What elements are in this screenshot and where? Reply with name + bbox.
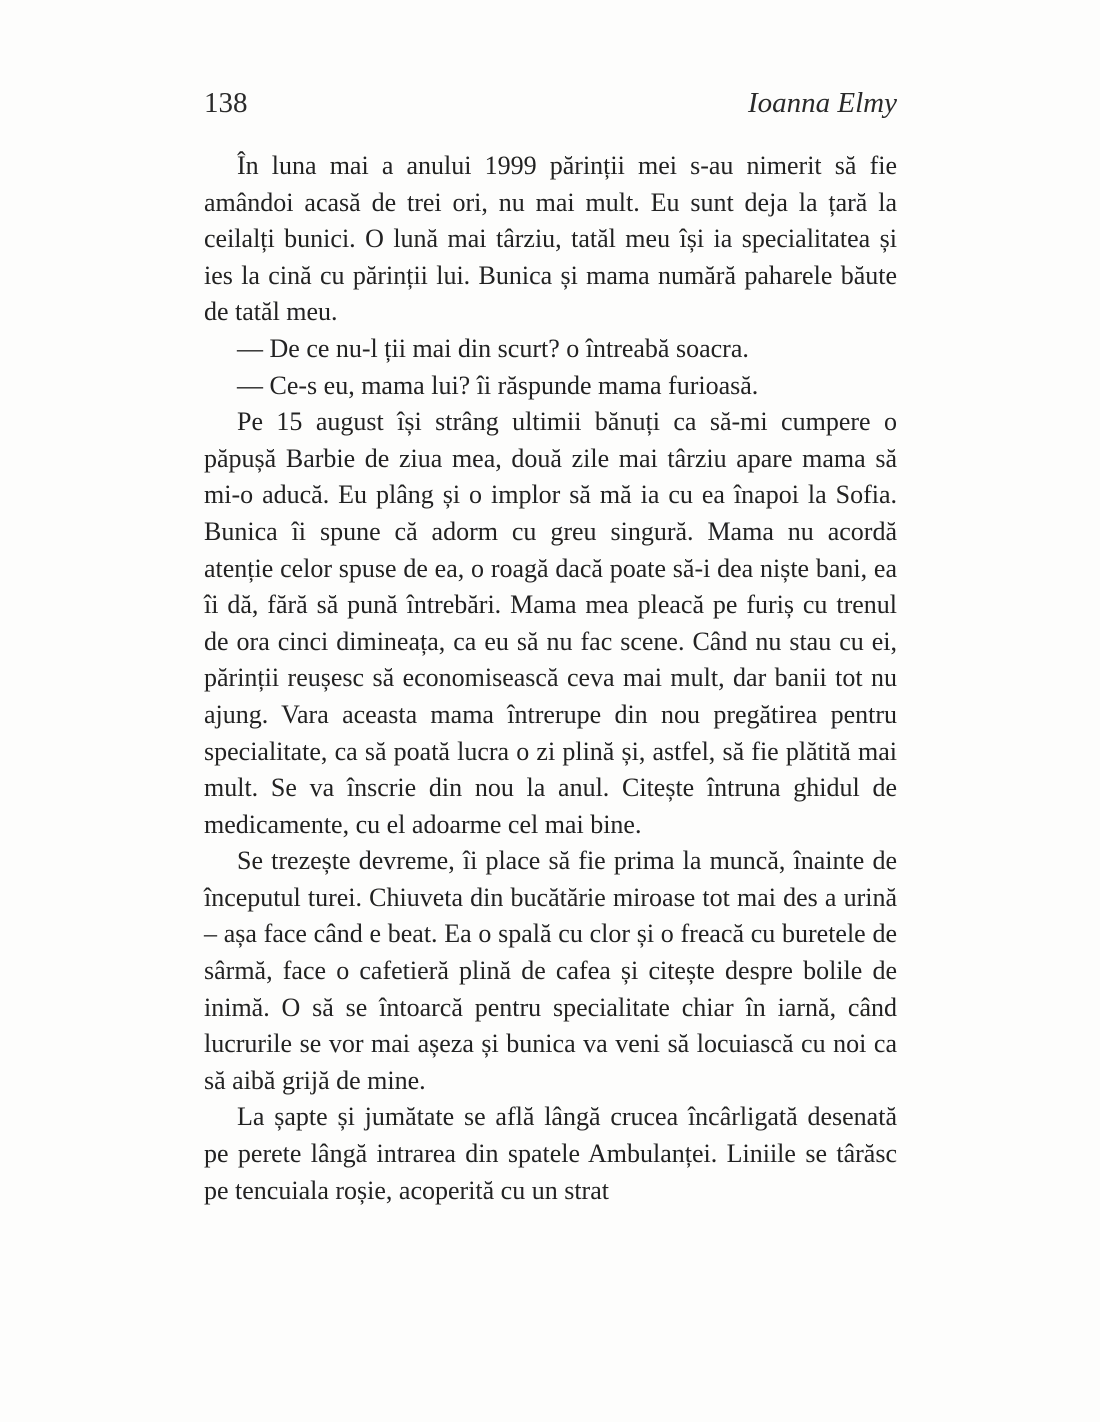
paragraph: Pe 15 august își strâng ultimii bănuți ca să-mi cumpere o păpușă Barbie de ziua mea, două zile mai târziu apare mama să mi-o aducă. Eu plâng și o implor să mă ia cu ea înapoi la Sofia. Bunica îi spune că adorm cu greu singură. Mama nu acordă atenție celor spuse de ea, o roagă dacă poate să-i dea niște bani, ea îi dă, fără să pună întrebări. Mama mea pleacă pe furiș cu trenul de ora cinci dimineața, ca eu să nu fac scene. Când nu stau cu ei, părinții reușesc să economisească ceva mai mult, dar banii tot nu ajung. Vara aceasta mama întrerupe din nou pregătirea pentru specialitate, ca să poată lucra o zi plină și, astfel, să fie plătită mai mult. Se va înscrie din nou la anul. Citește întruna ghidul de medicamente, cu el adoarme cel mai bine. (204, 407, 897, 839)
running-header (204, 85, 897, 121)
author-name: Ioanna Elmy (748, 87, 897, 119)
paragraph: În luna mai a anului 1999 părinții mei s-au nimerit să fie amândoi acasă de trei ori, nu mai mult. Eu sunt deja la țară la ceilalți bunici. O lună mai târziu, tatăl meu își ia specialitatea și ies la cină cu părinții lui. Bunica și mama numără paharele băute de tatăl meu. (204, 151, 897, 327)
paragraph: La șapte și jumătate se află lângă crucea încârligată desenată pe perete lângă intrarea din spatele Ambulanței. Liniile se târăsc pe tencuiala roșie, acoperită cu un strat (204, 1102, 897, 1205)
page-number: 138 (204, 87, 248, 119)
paragraph: Se trezește devreme, îi place să fie prima la muncă, înainte de începutul turei. Chiuveta din bucătărie miroase tot mai des a urină – așa face când e beat. Ea o spală cu clor și o freacă cu buretele de sârmă, face o cafetieră plină de cafea și citește despre bolile de inimă. O să se întoarcă pentru specialitate chiar în iarnă, când lucrurile se vor mai așeza și bunica va veni să locuiască cu noi ca să aibă grijă de mine. (204, 846, 897, 1095)
paragraph: — Ce-s eu, mama lui? îi răspunde mama furioasă. (237, 370, 759, 400)
paragraph: — De ce nu-l ții mai din scurt? o întreabă soacra. (237, 333, 749, 363)
text-block (204, 148, 897, 1209)
